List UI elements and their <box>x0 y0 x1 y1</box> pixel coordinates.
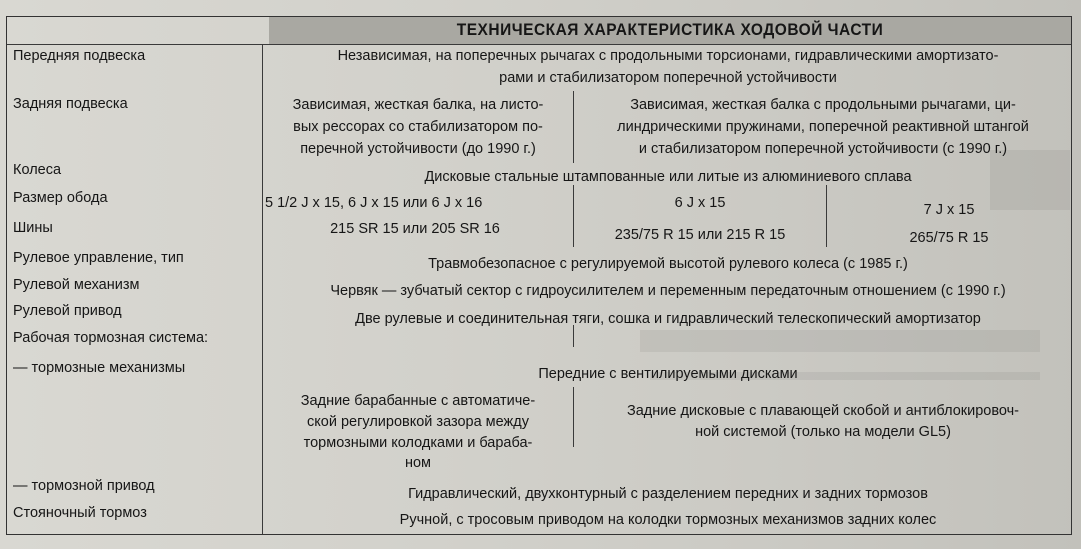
label-brake-mechanisms: — тормозные механизмы <box>13 360 186 376</box>
value-rim-size-col1: 5 1/2 J x 15, 6 J x 15 или 6 J x 16 <box>265 195 483 211</box>
label-front-suspension: Передняя подвеска <box>13 48 146 64</box>
label-steering-drive: Рулевой привод <box>13 303 122 319</box>
header-divider <box>7 44 1071 45</box>
label-service-brake: Рабочая тормозная система: <box>13 330 209 346</box>
value-steering-gear: Червяк — зубчатый сектор с гидроусилителем и переменным передаточным отношением (с 1990 г.) <box>330 283 1006 299</box>
value-tires-col2: 235/75 R 15 или 215 R 15 <box>614 227 786 243</box>
value-brake-drive: Гидравлический, двухконтурный с разделением передних и задних тормозов <box>408 486 928 502</box>
value-front-suspension-line2: рами и стабилизатором поперечной устойчивости <box>499 70 837 86</box>
value-parking-brake: Ручной, с тросовым приводом на колодки тормозных механизмов задних колес <box>399 512 937 528</box>
value-rim-size-col2: 6 J x 15 <box>674 195 726 211</box>
value-rear-suspension-left-line2: вых рессорах со стабилизатором по- <box>293 119 543 135</box>
value-brake-rear-disc-line1: Задние дисковые с плавающей скобой и антиблокировоч- <box>626 403 1020 419</box>
label-wheels: Колеса <box>13 162 62 178</box>
value-tires-col1: 215 SR 15 или 205 SR 16 <box>330 221 500 237</box>
brake-divider-lower <box>573 387 574 447</box>
rim-col-divider-2 <box>826 185 827 247</box>
value-rim-size-col3: 7 J x 15 <box>923 202 975 218</box>
rear-suspension-divider <box>573 91 574 163</box>
value-rear-suspension-left-line1: Зависимая, жесткая балка, на листо- <box>292 97 544 113</box>
label-tires: Шины <box>13 220 53 236</box>
value-brake-rear-disc-line2: ной системой (только на модели GL5) <box>695 424 951 440</box>
value-steering-drive: Две рулевые и соединительная тяги, сошка и гидравлический телескопический амортизатор <box>355 311 981 327</box>
value-brake-mechanisms-front: Передние с вентилируемыми дисками <box>538 366 798 382</box>
value-rear-suspension-right-line2: линдрическими пружинами, поперечной реактивной штангой <box>617 119 1029 135</box>
table-title-bar <box>269 17 1071 45</box>
spec-table <box>6 16 1072 535</box>
label-steering-type: Рулевое управление, тип <box>13 250 184 266</box>
label-brake-drive: — тормозной привод <box>13 478 155 494</box>
rim-col-divider-1 <box>573 185 574 247</box>
value-brake-rear-drum-line4: ном <box>404 455 432 471</box>
value-front-suspension-line1: Независимая, на поперечных рычагах с продольными торсионами, гидравлическими амортизато- <box>337 48 999 64</box>
table-title: ТЕХНИЧЕСКАЯ ХАРАКТЕРИСТИКА ХОДОВОЙ ЧАСТИ <box>456 21 884 40</box>
value-rear-suspension-right-line1: Зависимая, жесткая балка с продольными рычагами, ци- <box>630 97 1016 113</box>
value-brake-rear-drum-line1: Задние барабанные с автоматиче- <box>300 393 536 409</box>
label-steering-gear: Рулевой механизм <box>13 277 140 293</box>
label-rim-size: Размер обода <box>13 190 108 206</box>
value-brake-rear-drum-line3: тормозными колодками и бараба- <box>303 435 533 451</box>
value-steering-type: Травмобезопасное с регулируемой высотой рулевого колеса (с 1985 г.) <box>428 256 908 272</box>
label-rear-suspension: Задняя подвеска <box>13 96 128 112</box>
label-parking-brake: Стояночный тормоз <box>13 505 147 521</box>
value-rear-suspension-left-line3: перечной устойчивости (до 1990 г.) <box>300 141 536 157</box>
value-tires-col3: 265/75 R 15 <box>909 230 989 246</box>
value-rear-suspension-right-line3: и стабилизатором поперечной устойчивости (с 1990 г.) <box>638 141 1008 157</box>
value-wheels: Дисковые стальные штампованные или литые из алюминиевого сплава <box>424 169 912 185</box>
value-brake-rear-drum-line2: ской регулировкой зазора между <box>307 414 529 430</box>
label-column-divider <box>262 45 263 534</box>
